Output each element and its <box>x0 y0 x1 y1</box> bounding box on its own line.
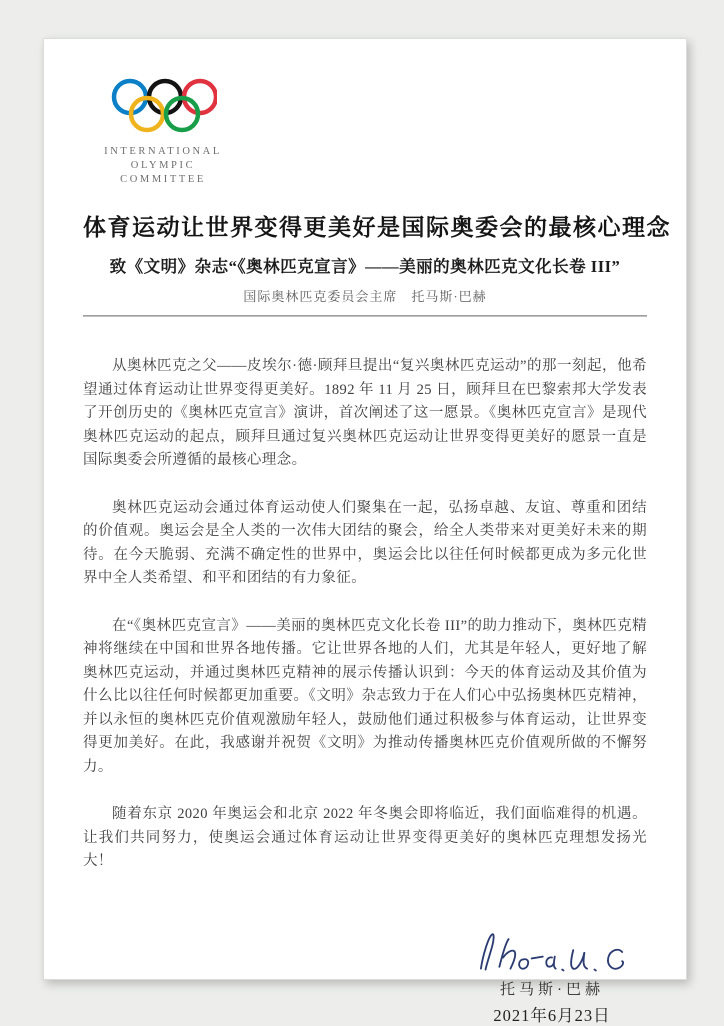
org-line-2: OLYMPIC <box>130 160 196 171</box>
paragraph-1: 从奥林匹克之父——皮埃尔·德·顾拜旦提出“复兴奥林匹克运动”的那一刻起，他希望通过体育运动让世界变得更美好。1892 年 11 月 25 日，顾拜旦在巴黎索邦大学发表了开创历史的《奥林匹克宣言》演讲，首次阐述了这一愿景。《奥林匹克宣言》是现代奥林匹克运动的起点，顾拜旦通过复兴奥林匹克运动让世界变得更美好的愿景一直是国际奥委会所遵循的最核心理念。 <box>83 358 647 468</box>
signature-date: 2021年6月23日 <box>493 1005 611 1025</box>
signature-icon <box>467 928 637 976</box>
org-line-1: INTERNATIONAL <box>104 146 222 157</box>
signer-name: 托马斯·巴赫 <box>500 981 604 998</box>
paragraph-2: 奥林匹克运动会通过体育运动使人们聚集在一起，弘扬卓越、友谊、尊重和团结的价值观。奥运会是全人类的一次伟大团结的聚会，给全人类带来对更美好未来的期待。在今天脆弱、充满不确定性的世界中，奥运会比以往任何时候都更成为多元化世界中全人类希望、和平和团结的有力象征。 <box>83 499 647 586</box>
letter-body <box>83 355 647 874</box>
letter-page <box>43 38 687 1025</box>
header-divider <box>83 315 647 317</box>
ring-red <box>184 81 216 113</box>
org-line-3: COMMITTEE <box>120 174 206 185</box>
org-name <box>83 145 243 187</box>
doc-subtitle: 致《文明》杂志“《奥林匹克宣言》——美丽的奥林匹克文化长卷 III” <box>109 257 621 276</box>
olympic-rings-icon <box>109 77 217 135</box>
doc-title: 体育运动让世界变得更美好是国际奥委会的最核心理念 <box>83 215 671 240</box>
paragraph-3: 在“《奥林匹克宣言》——美丽的奥林匹克文化长卷 III”的助力推动下，奥林匹克精神将继续在中国和世界各地传播。它让世界各地的人们，尤其是年轻人，更好地了解奥林匹克运动，并通过奥林匹克精神的展示传播认识到：今天的体育运动及其价值为什么比以往任何时候都更加重要。《文明》杂志致力于在人们心中弘扬奥林匹克精神，并以永恒的奥林匹克价值观激励年轻人，鼓励他们通过积极参与体育运动，让世界变得更加美好。在此，我感谢并祝贺《文明》为推动传播奥林匹克价值观所做的不懈努力。 <box>83 617 647 775</box>
signature-block <box>447 928 657 1026</box>
paragraph-4: 随着东京 2020 年奥运会和北京 2022 年冬奥会即将临近，我们面临难得的机遇。让我们共同努力，使奥运会通过体育运动让世界变得更美好的奥林匹克理想发扬光大！ <box>83 806 647 869</box>
ioc-logo <box>83 77 243 187</box>
doc-byline: 国际奥林匹克委员会主席 托马斯·巴赫 <box>243 289 487 304</box>
